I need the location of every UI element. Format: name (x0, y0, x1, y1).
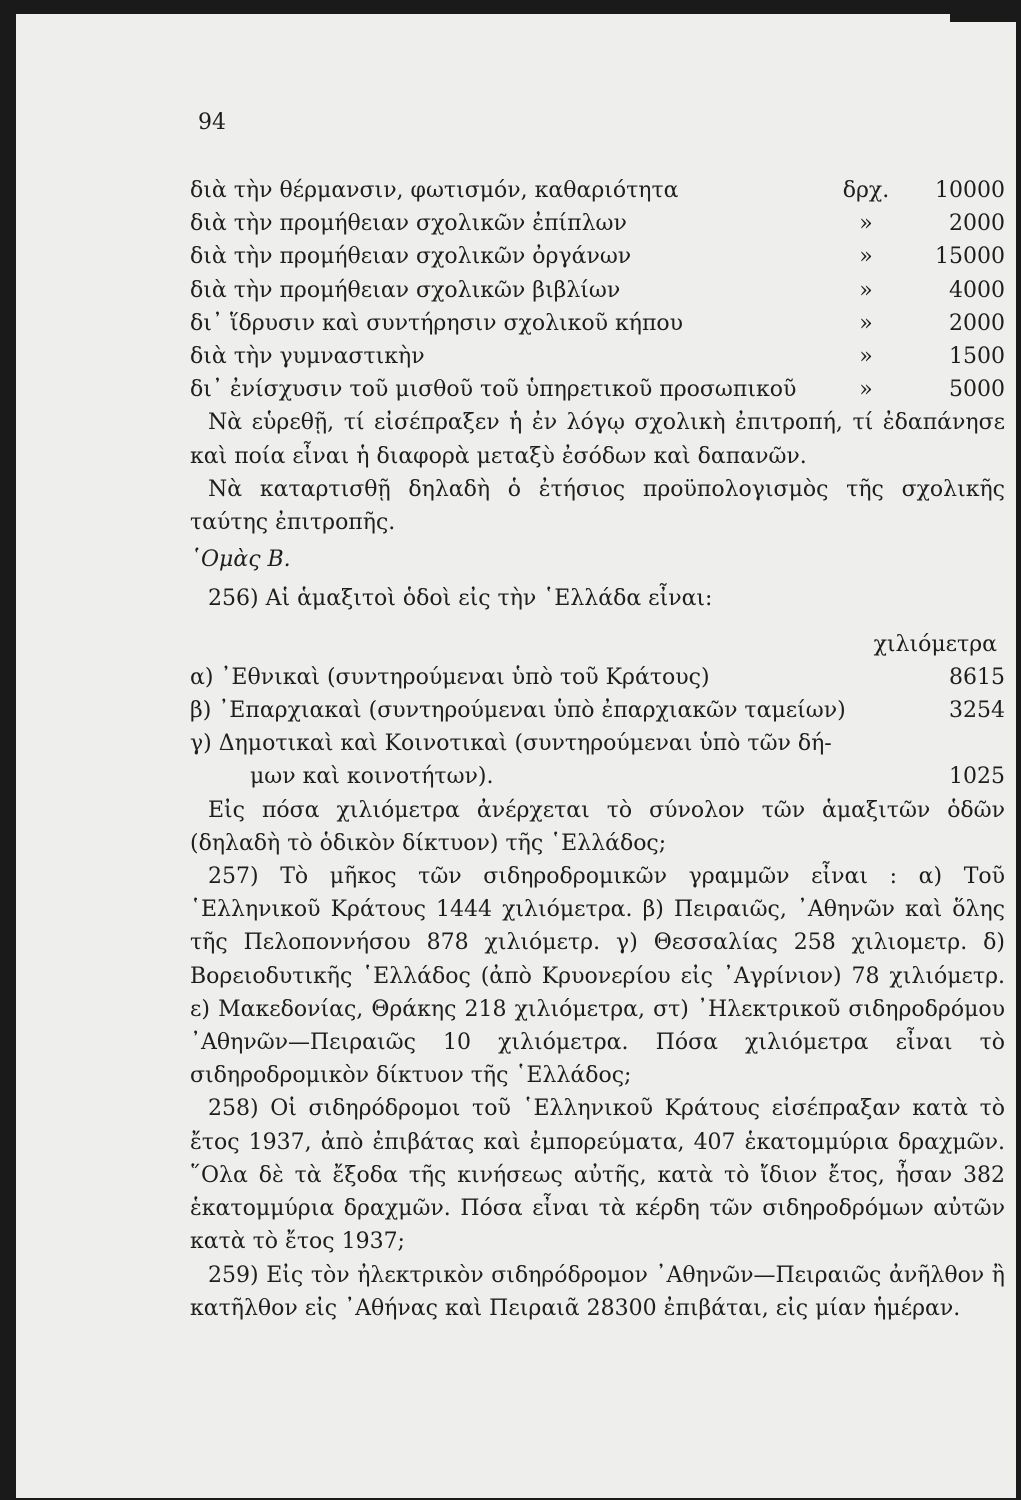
page-content (190, 174, 1005, 1325)
currency-marker: δρχ. (842, 178, 890, 203)
expense-amount: 5000 (949, 377, 1005, 403)
expense-label: διὰ τὴν θέρμανσιν, φωτισμόν, καθαριότητα (190, 178, 679, 203)
ditto-marker: » (859, 377, 873, 403)
expense-amount: 15000 (935, 244, 1005, 270)
expense-row (190, 307, 1005, 340)
expense-row (190, 207, 1005, 240)
ditto-marker: » (859, 211, 873, 237)
road-label: μων καὶ κοινοτήτων). (250, 764, 494, 790)
ditto-marker: » (859, 277, 873, 303)
expense-list (190, 174, 1005, 406)
road-table (190, 661, 1005, 794)
road-label: γ) Δημοτικαὶ καὶ Κοινοτικαὶ (συντηρούμεναι ὑπὸ τῶν δή- (190, 731, 832, 757)
road-label: β) ᾿Επαρχιακαὶ (συντηρούμεναι ὑπὸ ἐπαρχιακῶν ταμείων) (190, 698, 846, 724)
question-paragraph: Εἰς πόσα χιλιόμετρα ἀνέρχεται τὸ σύνολον τῶν ἁμαξιτῶν ὁδῶν (δηλαδὴ τὸ ὁδικὸν δίκτυον) τῆς ῾Ελλάδος; (190, 797, 1005, 856)
ditto-marker: » (859, 344, 873, 370)
road-value: 3254 (949, 698, 1005, 724)
scan-edge (950, 14, 1016, 22)
expense-label: διὰ τὴν γυμναστικὴν (190, 344, 425, 370)
expense-label: διὰ τὴν προμήθειαν σχολικῶν ἐπίπλων (190, 211, 627, 237)
road-label: α) ᾿Εθνικαὶ (συντηρούμεναι ὑπὸ τοῦ Κράτους) (190, 664, 710, 690)
expense-amount: 4000 (949, 277, 1005, 303)
road-row (190, 727, 1005, 760)
road-value: 1025 (949, 764, 1005, 790)
expense-label: διὰ τὴν προμήθειαν σχολικῶν ὀργάνων (190, 244, 632, 270)
expense-row (190, 274, 1005, 307)
expense-amount: 2000 (949, 211, 1005, 237)
road-row (190, 694, 1005, 727)
road-row (190, 661, 1005, 694)
problem-258: 258) Οἱ σιδηρόδρομοι τοῦ ῾Ελληνικοῦ Κράτους εἰσέπραξαν κατὰ τὸ ἔτος 1937, ἀπὸ ἐπιβάτας καὶ ἐμπορεύματα, 407 ἑκατομμύρια δραχμῶν. ῞Ολα δὲ τὰ ἔξοδα τῆς κινήσεως αὐτῆς, κατὰ τὸ ἴδιον ἔτος, ἦσαν 382 ἑκατομμύρια δραχμῶν. Πόσα εἶναι τὰ κέρδη τῶν σιδηροδρόμων αὐτῶν κατὰ τὸ ἔτος 1937; (190, 1096, 1005, 1255)
question-paragraph: Νὰ καταρτισθῇ δηλαδὴ ὁ ἐτήσιος προϋπολογισμὸς τῆς σχολικῆς ταύτης ἐπιτροπῆς. (190, 476, 1005, 536)
expense-amount: 2000 (949, 310, 1005, 336)
expense-row (190, 373, 1005, 406)
expense-label: δι᾿ ἵδρυσιν καὶ συντήρησιν σχολικοῦ κήπου (190, 310, 684, 336)
question-paragraph: Νὰ εὑρεθῇ, τί εἰσέπραξεν ἡ ἐν λόγῳ σχολικὴ ἐπιτροπή, τί ἐδαπάνησε καὶ ποία εἶναι ἡ διαφορὰ μεταξὺ ἐσόδων καὶ δαπανῶν. (190, 410, 1005, 469)
problem-256-intro: 256) Αἱ ἁμαξιτοὶ ὁδοὶ εἰς τὴν ῾Ελλάδα εἶναι: (208, 586, 713, 612)
page-number: 94 (198, 110, 226, 135)
expense-row (190, 240, 1005, 273)
expense-label: δι᾿ ἐνίσχυσιν τοῦ μισθοῦ τοῦ ὑπηρετικοῦ προσωπικοῦ (190, 377, 797, 403)
expense-label: διὰ τὴν προμήθειαν σχολικῶν βιβλίων (190, 277, 621, 303)
road-row (190, 760, 1005, 793)
problem-257: 257) Τὸ μῆκος τῶν σιδηροδρομικῶν γραμμῶν εἶναι : α) Τοῦ ῾Ελληνικοῦ Κράτους 1444 χιλιόμετρα. β) Πειραιῶς, ᾿Αθηνῶν καὶ ὅλης τῆς Πελοποννήσου 878 χιλιόμετρ. γ) Θεσσαλίας 258 χιλιομετρ. δ) Βορειοδυτικῆς ῾Ελλάδος (ἀπὸ Κρυονερίου εἰς ᾿Αγρίνιον) 78 χιλιόμετρ. ε) Μακεδονίας, Θράκης 218 χιλιόμετρα, στ) ᾿Ηλεκτρικοῦ σιδηροδρόμου ᾿Αθηνῶν—Πειραιῶς 10 χιλιόμετρα. Πόσα χιλιόμετρα εἶναι τὸ σιδηροδρομικὸν δίκτυον τῆς ῾Ελλάδος; (190, 864, 1005, 1089)
ditto-marker: » (859, 310, 873, 336)
expense-row (190, 174, 1005, 207)
unit-label: χιλιόμετρα (873, 631, 997, 657)
expense-row (190, 340, 1005, 373)
group-heading: ῾Ομὰς Β. (190, 547, 291, 573)
expense-amount: 1500 (949, 344, 1005, 370)
book-page (16, 14, 1016, 1498)
ditto-marker: » (859, 244, 873, 270)
expense-amount: 10000 (935, 178, 1005, 203)
road-value: 8615 (949, 664, 1005, 690)
problem-259: 259) Εἰς τὸν ἠλεκτρικὸν σιδηρόδρομον ᾿Αθηνῶν—Πειραιῶς ἀνῆλθον ἢ κατῆλθον εἰς ᾿Αθήνας καὶ Πειραιᾶ 28300 ἐπιβάται, εἰς μίαν ἡμέραν. (190, 1262, 1005, 1321)
